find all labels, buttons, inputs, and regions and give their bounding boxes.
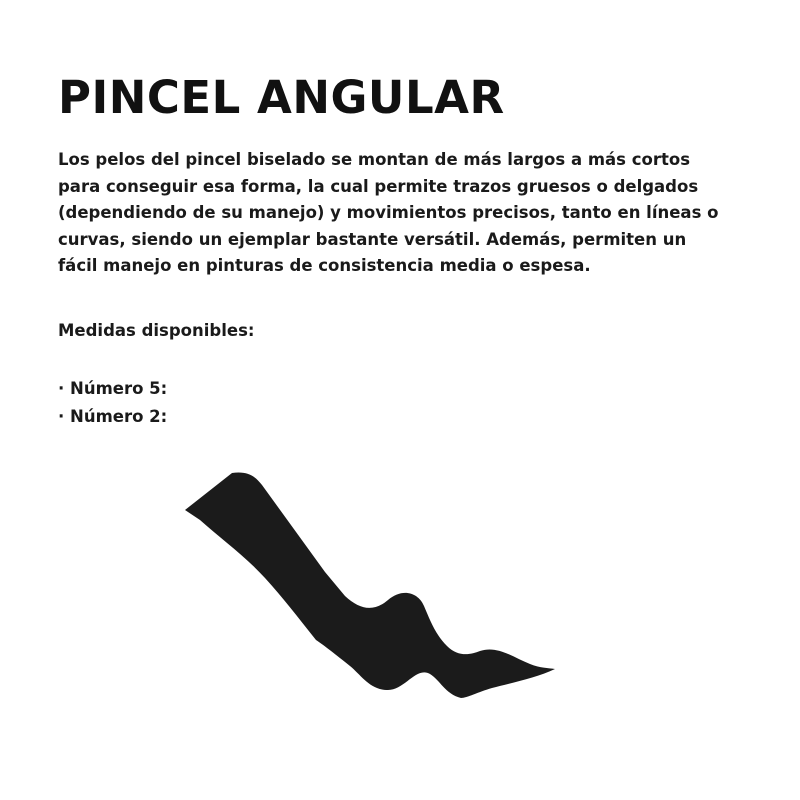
description-line: fácil manejo en pinturas de consistencia media o espesa. xyxy=(58,256,591,275)
size-item-5: · Número 5: xyxy=(58,379,168,398)
sizes-list xyxy=(58,375,167,431)
page-title: PINCEL ANGULAR xyxy=(58,71,505,124)
description-line: Los pelos del pincel biselado se montan de más largos a más cortos xyxy=(58,150,691,169)
size-item-2: · Número 2: xyxy=(58,407,168,426)
description-line: curvas, siendo un ejemplar bastante versátil. Además, permiten un xyxy=(58,229,687,249)
sizes-heading: Medidas disponibles: xyxy=(58,321,255,340)
description-paragraph xyxy=(58,147,758,280)
description-line: (dependiendo de su manejo) y movimientos precisos, tanto en líneas o xyxy=(58,203,719,222)
description-line: para conseguir esa forma, la cual permite trazos gruesos o delgados xyxy=(58,176,699,196)
